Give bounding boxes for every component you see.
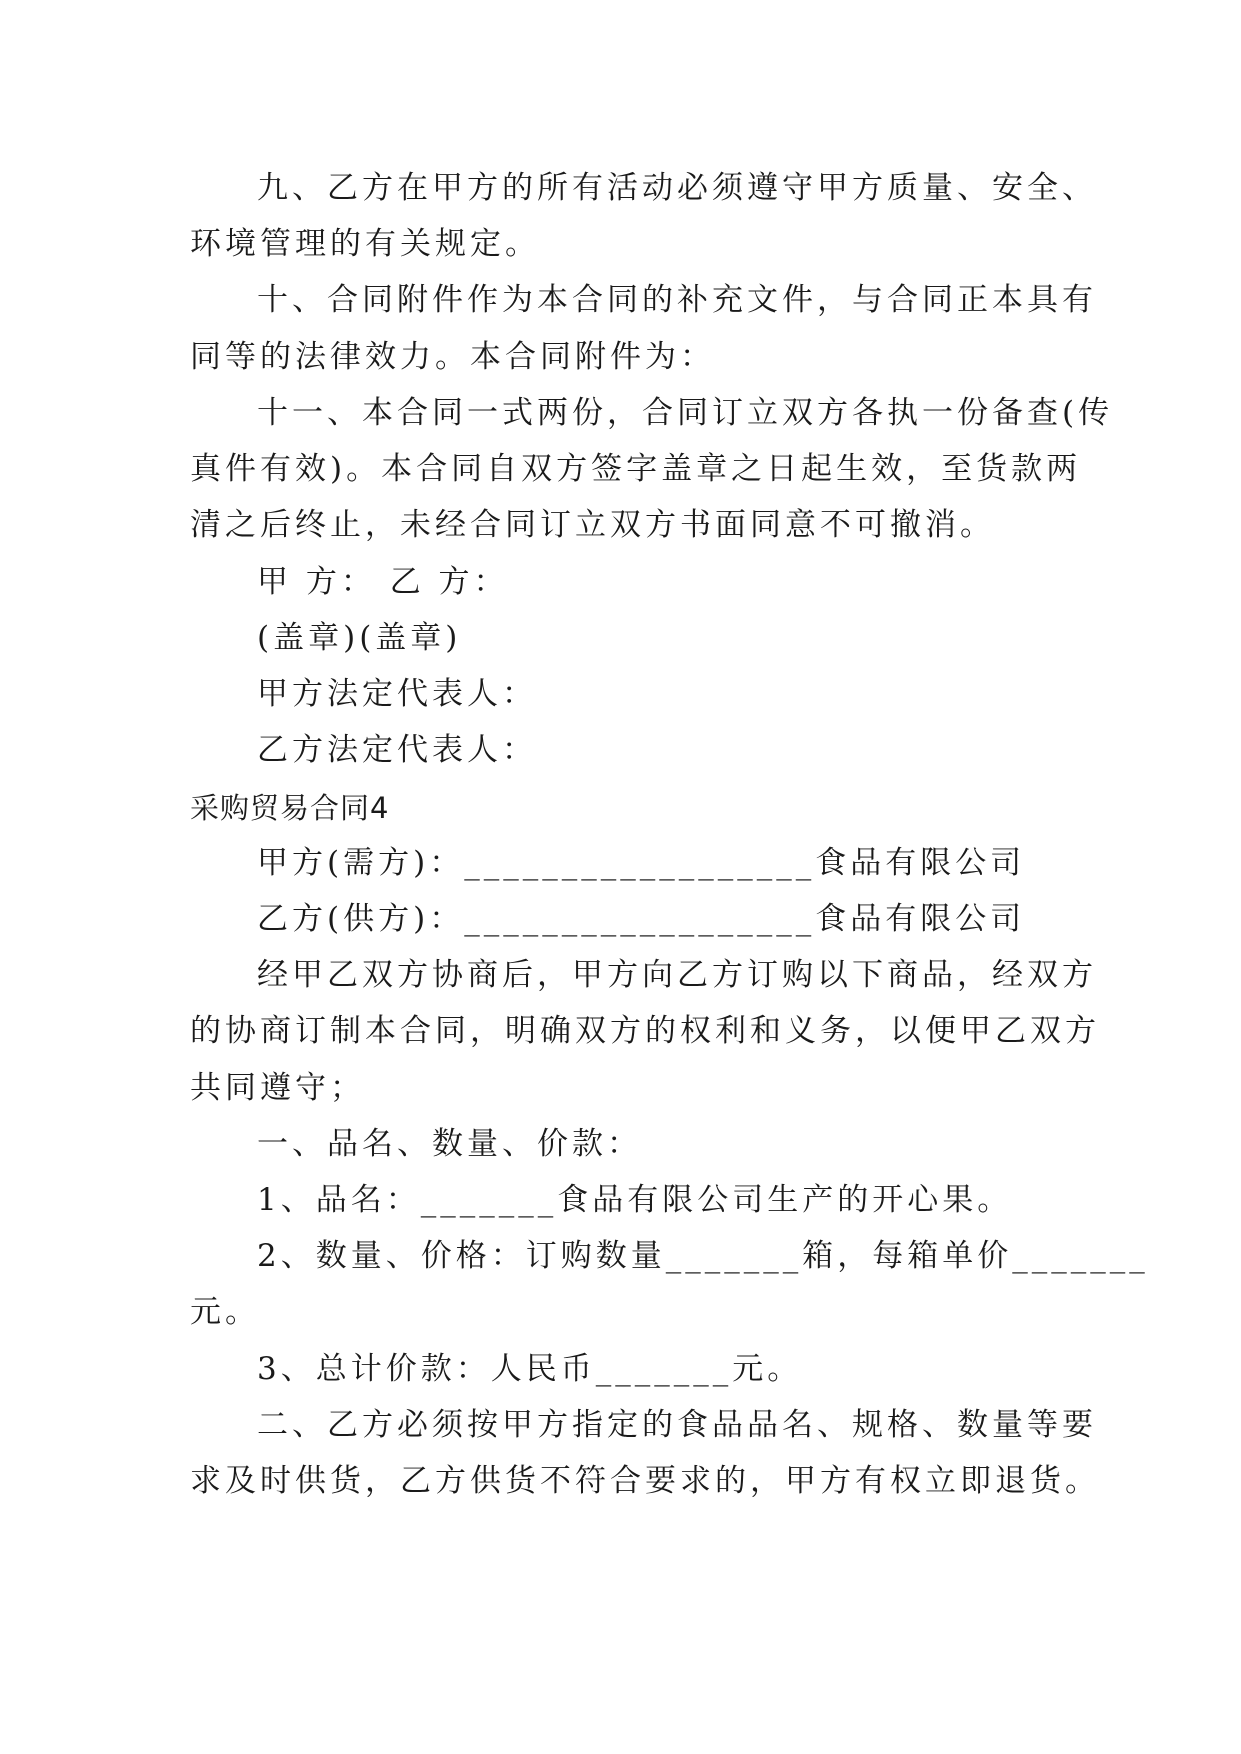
section-2-line-2: 求及时供货，乙方供货不符合要求的，甲方有权立即退货。 bbox=[190, 1463, 1100, 1499]
preamble-line-1: 经甲乙双方协商后，甲方向乙方订购以下商品，经双方 bbox=[257, 957, 1097, 993]
item-1-product-name: 1、品名：_______食品有限公司生产的开心果。 bbox=[257, 1182, 1013, 1218]
preamble-line-2: 的协商订制本合同，明确双方的权利和义务，以便甲乙双方 bbox=[190, 1013, 1100, 1049]
clause-11-line-1: 十一、本合同一式两份，合同订立双方各执一份备查(传 bbox=[257, 395, 1114, 431]
item-2-quantity-price-line-1: 2、数量、价格：订购数量_______箱，每箱单价_______ bbox=[257, 1238, 1149, 1274]
party-a-representative: 甲方法定代表人： bbox=[257, 676, 537, 712]
party-signature-header: 甲 方： 乙 方： bbox=[257, 564, 509, 600]
party-a-buyer: 甲方(需方)：__________________食品有限公司 bbox=[257, 845, 1026, 881]
party-b-representative: 乙方法定代表人： bbox=[257, 732, 537, 768]
clause-11-line-3: 清之后终止，未经合同订立双方书面同意不可撤消。 bbox=[190, 507, 995, 543]
clause-9-line-1: 九、乙方在甲方的所有活动必须遵守甲方质量、安全、 bbox=[257, 170, 1097, 206]
item-2-quantity-price-line-2: 元。 bbox=[190, 1294, 260, 1330]
clause-10-line-2: 同等的法律效力。本合同附件为： bbox=[190, 339, 715, 375]
clause-11-line-2: 真件有效)。本合同自双方签字盖章之日起生效，至货款两 bbox=[190, 451, 1082, 487]
section-1-heading: 一、品名、数量、价款： bbox=[257, 1126, 642, 1162]
clause-9-line-2: 环境管理的有关规定。 bbox=[190, 226, 540, 262]
preamble-line-3: 共同遵守； bbox=[190, 1070, 365, 1106]
seal-line: (盖章)(盖章) bbox=[257, 620, 462, 656]
party-b-supplier: 乙方(供方)：__________________食品有限公司 bbox=[257, 901, 1026, 937]
contract-title: 采购贸易合同4 bbox=[190, 791, 390, 825]
item-3-total-price: 3、总计价款：人民币_______元。 bbox=[257, 1351, 803, 1387]
clause-10-line-1: 十、合同附件作为本合同的补充文件，与合同正本具有 bbox=[257, 282, 1097, 318]
section-2-line-1: 二、乙方必须按甲方指定的食品品名、规格、数量等要 bbox=[257, 1407, 1097, 1443]
